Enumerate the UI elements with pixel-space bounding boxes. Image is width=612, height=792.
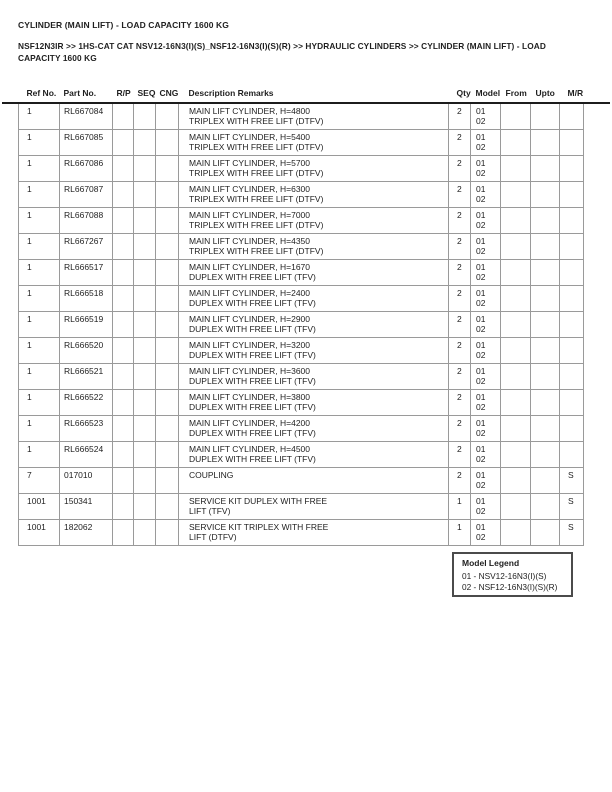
model-line: 02 [476, 532, 486, 543]
cell-part-no: RL666517 [60, 259, 113, 285]
cell-ref-no: 1 [19, 415, 60, 441]
cell-seq [134, 467, 156, 493]
cell-qty: 1 [449, 519, 471, 545]
column-header-model: Model [475, 87, 501, 98]
model-line: 01 [476, 105, 486, 116]
cell-model [471, 311, 501, 337]
cell-cng [156, 181, 179, 207]
cell-seq [134, 519, 156, 545]
model-line: 02 [476, 350, 486, 361]
cell-cng [156, 467, 179, 493]
description-remarks-line: DUPLEX WITH FREE LIFT (TFV) [189, 298, 316, 309]
cell-description-remarks [179, 467, 449, 493]
table-row [19, 311, 584, 337]
model-line: 01 [476, 183, 486, 194]
cell-mr: S [560, 467, 584, 493]
cell-upto [531, 415, 560, 441]
cell-upto [531, 181, 560, 207]
cell-cng [156, 259, 179, 285]
cell-model [471, 181, 501, 207]
cell-ref-no: 1001 [19, 493, 60, 519]
cell-ref-no: 1 [19, 363, 60, 389]
description-remarks-line: TRIPLEX WITH FREE LIFT (DTFV) [189, 116, 324, 127]
model-line: 02 [476, 402, 486, 413]
cell-cng [156, 415, 179, 441]
cell-upto [531, 493, 560, 519]
cell-rp [113, 311, 134, 337]
cell-qty: 2 [449, 441, 471, 467]
description-remarks-line: DUPLEX WITH FREE LIFT (TFV) [189, 376, 316, 387]
cell-model [471, 233, 501, 259]
model-line: 01 [476, 287, 486, 298]
model-line: 02 [476, 376, 486, 387]
cell-cng [156, 363, 179, 389]
description-remarks-line: DUPLEX WITH FREE LIFT (TFV) [189, 428, 316, 439]
model-line: 02 [476, 480, 486, 491]
cell-seq [134, 389, 156, 415]
cell-cng [156, 129, 179, 155]
column-header-qty: Qty [456, 87, 471, 98]
table-row [19, 363, 584, 389]
model-legend-entry: 01 - NSV12-16N3(I)(S) [462, 571, 547, 581]
model-line: 01 [476, 495, 486, 506]
cell-description-remarks [179, 233, 449, 259]
cell-cng [156, 519, 179, 545]
cell-qty: 2 [449, 415, 471, 441]
cell-description-remarks [179, 259, 449, 285]
cell-qty: 2 [449, 259, 471, 285]
cell-qty: 2 [449, 363, 471, 389]
cell-upto [531, 259, 560, 285]
column-header-ref-no: Ref No. [26, 87, 57, 98]
cell-cng [156, 493, 179, 519]
cell-model [471, 519, 501, 545]
table-row [19, 155, 584, 181]
cell-mr [560, 181, 584, 207]
cell-part-no: RL666522 [60, 389, 113, 415]
cell-upto [531, 103, 560, 129]
description-remarks-line: MAIN LIFT CYLINDER, H=4800 [189, 105, 311, 116]
cell-mr [560, 363, 584, 389]
description-remarks-line: TRIPLEX WITH FREE LIFT (DTFV) [189, 194, 324, 205]
cell-seq [134, 311, 156, 337]
cell-model [471, 467, 501, 493]
table-row [19, 519, 584, 545]
cell-description-remarks [179, 519, 449, 545]
cell-description-remarks [179, 311, 449, 337]
cell-ref-no: 1001 [19, 519, 60, 545]
cell-rp [113, 129, 134, 155]
cell-upto [531, 467, 560, 493]
cell-upto [531, 155, 560, 181]
cell-cng [156, 207, 179, 233]
cell-seq [134, 129, 156, 155]
cell-from [501, 129, 531, 155]
cell-part-no: RL666524 [60, 441, 113, 467]
model-line: 01 [476, 443, 486, 454]
cell-rp [113, 181, 134, 207]
model-line: 01 [476, 391, 486, 402]
cell-ref-no: 1 [19, 155, 60, 181]
cell-mr [560, 285, 584, 311]
description-remarks-line: MAIN LIFT CYLINDER, H=4350 [189, 235, 311, 246]
cell-cng [156, 103, 179, 129]
cell-from [501, 259, 531, 285]
cell-qty: 2 [449, 181, 471, 207]
cell-cng [156, 441, 179, 467]
column-header-rp: R/P [116, 87, 131, 98]
description-remarks-line: TRIPLEX WITH FREE LIFT (DTFV) [189, 142, 324, 153]
cell-description-remarks [179, 441, 449, 467]
description-remarks-line: MAIN LIFT CYLINDER, H=3600 [189, 365, 311, 376]
cell-model [471, 389, 501, 415]
cell-from [501, 441, 531, 467]
description-remarks-line: MAIN LIFT CYLINDER, H=2900 [189, 313, 311, 324]
description-remarks-line: SERVICE KIT DUPLEX WITH FREE [189, 495, 328, 506]
cell-description-remarks [179, 181, 449, 207]
cell-cng [156, 285, 179, 311]
cell-part-no: RL667084 [60, 103, 113, 129]
model-line: 02 [476, 116, 486, 127]
cell-upto [531, 233, 560, 259]
model-line: 01 [476, 261, 486, 272]
cell-upto [531, 337, 560, 363]
column-header-seq: SEQ [137, 87, 156, 98]
table-row [19, 467, 584, 493]
cell-ref-no: 1 [19, 311, 60, 337]
cell-ref-no: 1 [19, 389, 60, 415]
cell-description-remarks [179, 363, 449, 389]
cell-mr [560, 311, 584, 337]
table-row [19, 493, 584, 519]
column-header-description-remarks: Description Remarks [188, 87, 274, 98]
cell-rp [113, 155, 134, 181]
cell-seq [134, 207, 156, 233]
cell-model [471, 363, 501, 389]
description-remarks-line: MAIN LIFT CYLINDER, H=5700 [189, 157, 311, 168]
table-row [19, 415, 584, 441]
cell-upto [531, 363, 560, 389]
cell-seq [134, 363, 156, 389]
cell-mr [560, 441, 584, 467]
cell-ref-no: 1 [19, 233, 60, 259]
cell-description-remarks [179, 207, 449, 233]
cell-part-no: RL666518 [60, 285, 113, 311]
cell-model [471, 155, 501, 181]
cell-from [501, 233, 531, 259]
cell-upto [531, 129, 560, 155]
cell-model [471, 259, 501, 285]
cell-mr [560, 207, 584, 233]
cell-rp [113, 233, 134, 259]
description-remarks-line: MAIN LIFT CYLINDER, H=3200 [189, 339, 311, 350]
table-row [19, 441, 584, 467]
cell-qty: 2 [449, 285, 471, 311]
column-header-from: From [505, 87, 527, 98]
table-row [19, 129, 584, 155]
cell-ref-no: 1 [19, 285, 60, 311]
cell-from [501, 285, 531, 311]
cell-cng [156, 233, 179, 259]
model-line: 02 [476, 298, 486, 309]
cell-mr [560, 415, 584, 441]
cell-rp [113, 363, 134, 389]
table-header-row [19, 85, 584, 103]
cell-from [501, 337, 531, 363]
cell-cng [156, 311, 179, 337]
description-remarks-line: DUPLEX WITH FREE LIFT (TFV) [189, 324, 316, 335]
cell-rp [113, 441, 134, 467]
cell-rp [113, 103, 134, 129]
cell-description-remarks [179, 389, 449, 415]
model-legend-entry: 02 - NSF12-16N3(I)(S)(R) [462, 581, 558, 592]
cell-mr [560, 337, 584, 363]
cell-ref-no: 1 [19, 207, 60, 233]
description-remarks-line: COUPLING [189, 469, 234, 480]
table-row [19, 207, 584, 233]
cell-seq [134, 233, 156, 259]
cell-rp [113, 337, 134, 363]
cell-seq [134, 337, 156, 363]
model-line: 02 [476, 220, 486, 231]
cell-from [501, 389, 531, 415]
cell-mr: S [560, 519, 584, 545]
cell-model [471, 337, 501, 363]
cell-ref-no: 1 [19, 259, 60, 285]
cell-cng [156, 337, 179, 363]
cell-model [471, 493, 501, 519]
cell-rp [113, 415, 134, 441]
cell-part-no: RL667267 [60, 233, 113, 259]
cell-mr [560, 155, 584, 181]
model-line: 01 [476, 339, 486, 350]
cell-model [471, 415, 501, 441]
model-line: 02 [476, 142, 486, 153]
cell-mr [560, 103, 584, 129]
model-line: 01 [476, 313, 486, 324]
cell-description-remarks [179, 285, 449, 311]
column-header-part-no: Part No. [63, 87, 97, 98]
cell-seq [134, 415, 156, 441]
model-line: 01 [476, 157, 486, 168]
cell-rp [113, 207, 134, 233]
cell-rp [113, 493, 134, 519]
description-remarks-line: MAIN LIFT CYLINDER, H=7000 [189, 209, 311, 220]
cell-qty: 2 [449, 233, 471, 259]
page-title: CYLINDER (MAIN LIFT) - LOAD CAPACITY 1600 KG [18, 20, 229, 30]
cell-model [471, 207, 501, 233]
cell-part-no: RL667085 [60, 129, 113, 155]
cell-model [471, 441, 501, 467]
table-row [19, 259, 584, 285]
description-remarks-line: TRIPLEX WITH FREE LIFT (DTFV) [189, 168, 324, 179]
cell-seq [134, 155, 156, 181]
model-line: 02 [476, 428, 486, 439]
model-line: 02 [476, 454, 486, 465]
cell-description-remarks [179, 337, 449, 363]
cell-part-no: 150341 [60, 493, 113, 519]
model-line: 01 [476, 131, 486, 142]
cell-description-remarks [179, 155, 449, 181]
model-line: 02 [476, 168, 486, 179]
cell-model [471, 285, 501, 311]
cell-seq [134, 285, 156, 311]
description-remarks-line: DUPLEX WITH FREE LIFT (TFV) [189, 402, 316, 413]
cell-part-no: RL666519 [60, 311, 113, 337]
cell-from [501, 311, 531, 337]
parts-table [18, 85, 584, 546]
cell-cng [156, 389, 179, 415]
description-remarks-line: MAIN LIFT CYLINDER, H=3800 [189, 391, 311, 402]
description-remarks-line: MAIN LIFT CYLINDER, H=4200 [189, 417, 311, 428]
table-row [19, 181, 584, 207]
cell-mr [560, 129, 584, 155]
cell-qty: 2 [449, 207, 471, 233]
description-remarks-line: SERVICE KIT TRIPLEX WITH FREE [189, 521, 329, 532]
cell-from [501, 493, 531, 519]
description-remarks-line: DUPLEX WITH FREE LIFT (TFV) [189, 350, 316, 361]
cell-part-no: RL667086 [60, 155, 113, 181]
cell-mr [560, 389, 584, 415]
cell-ref-no: 1 [19, 337, 60, 363]
column-header-mr: M/R [567, 87, 584, 98]
table-row [19, 337, 584, 363]
cell-qty: 2 [449, 103, 471, 129]
cell-description-remarks [179, 493, 449, 519]
description-remarks-line: LIFT (TFV) [189, 506, 231, 517]
description-remarks-line: TRIPLEX WITH FREE LIFT (DTFV) [189, 246, 324, 257]
cell-qty: 1 [449, 493, 471, 519]
table-row [19, 389, 584, 415]
cell-description-remarks [179, 103, 449, 129]
cell-from [501, 467, 531, 493]
cell-from [501, 207, 531, 233]
cell-description-remarks [179, 415, 449, 441]
cell-part-no: RL666523 [60, 415, 113, 441]
model-line: 01 [476, 417, 486, 428]
cell-from [501, 415, 531, 441]
column-header-upto: Upto [535, 87, 555, 98]
model-line: 01 [476, 235, 486, 246]
model-legend-title: Model Legend [462, 558, 520, 568]
column-header-cng: CNG [159, 87, 179, 98]
header-rule [2, 102, 610, 104]
cell-ref-no: 7 [19, 467, 60, 493]
model-line: 01 [476, 521, 486, 532]
cell-part-no: RL667087 [60, 181, 113, 207]
model-line: 02 [476, 324, 486, 335]
description-remarks-line: MAIN LIFT CYLINDER, H=6300 [189, 183, 311, 194]
model-line: 02 [476, 246, 486, 257]
model-line: 02 [476, 272, 486, 283]
description-remarks-line: MAIN LIFT CYLINDER, H=4500 [189, 443, 311, 454]
cell-mr [560, 233, 584, 259]
description-remarks-line: TRIPLEX WITH FREE LIFT (DTFV) [189, 220, 324, 231]
cell-ref-no: 1 [19, 441, 60, 467]
cell-seq [134, 103, 156, 129]
cell-cng [156, 155, 179, 181]
cell-qty: 2 [449, 467, 471, 493]
model-line: 01 [476, 365, 486, 376]
cell-model [471, 103, 501, 129]
description-remarks-line: DUPLEX WITH FREE LIFT (TFV) [189, 454, 316, 465]
cell-ref-no: 1 [19, 181, 60, 207]
cell-seq [134, 181, 156, 207]
cell-mr: S [560, 493, 584, 519]
cell-ref-no: 1 [19, 103, 60, 129]
cell-from [501, 103, 531, 129]
cell-rp [113, 467, 134, 493]
cell-qty: 2 [449, 389, 471, 415]
cell-part-no: RL666521 [60, 363, 113, 389]
cell-upto [531, 207, 560, 233]
cell-from [501, 519, 531, 545]
cell-part-no: 182062 [60, 519, 113, 545]
cell-upto [531, 519, 560, 545]
model-legend [452, 552, 573, 597]
cell-mr [560, 259, 584, 285]
breadcrumb: NSF12N3IR >> 1HS-CAT CAT NSV12-16N3(I)(S)_NSF12-16N3(I)(S)(R) >> HYDRAULIC CYLINDERS >> CYLINDER (MAIN LIFT) - LOAD CAPACITY 1600 KG [18, 41, 546, 63]
cell-ref-no: 1 [19, 129, 60, 155]
table-row [19, 233, 584, 259]
cell-from [501, 155, 531, 181]
cell-qty: 2 [449, 155, 471, 181]
description-remarks-line: MAIN LIFT CYLINDER, H=1670 [189, 261, 311, 272]
cell-upto [531, 441, 560, 467]
model-line: 02 [476, 194, 486, 205]
description-remarks-line: MAIN LIFT CYLINDER, H=5400 [189, 131, 311, 142]
cell-upto [531, 389, 560, 415]
cell-upto [531, 311, 560, 337]
cell-part-no: RL667088 [60, 207, 113, 233]
table-row [19, 103, 584, 129]
cell-seq [134, 493, 156, 519]
model-line: 01 [476, 469, 486, 480]
cell-qty: 2 [449, 337, 471, 363]
description-remarks-line: DUPLEX WITH FREE LIFT (TFV) [189, 272, 316, 283]
cell-rp [113, 285, 134, 311]
model-line: 02 [476, 506, 486, 517]
cell-part-no: RL666520 [60, 337, 113, 363]
cell-part-no: 017010 [60, 467, 113, 493]
cell-seq [134, 441, 156, 467]
table-row [19, 285, 584, 311]
cell-from [501, 181, 531, 207]
cell-description-remarks [179, 129, 449, 155]
cell-rp [113, 389, 134, 415]
model-line: 01 [476, 209, 486, 220]
cell-rp [113, 259, 134, 285]
cell-model [471, 129, 501, 155]
cell-qty: 2 [449, 129, 471, 155]
cell-rp [113, 519, 134, 545]
description-remarks-line: LIFT (DTFV) [189, 532, 237, 543]
cell-seq [134, 259, 156, 285]
description-remarks-line: MAIN LIFT CYLINDER, H=2400 [189, 287, 311, 298]
cell-from [501, 363, 531, 389]
cell-upto [531, 285, 560, 311]
cell-qty: 2 [449, 311, 471, 337]
